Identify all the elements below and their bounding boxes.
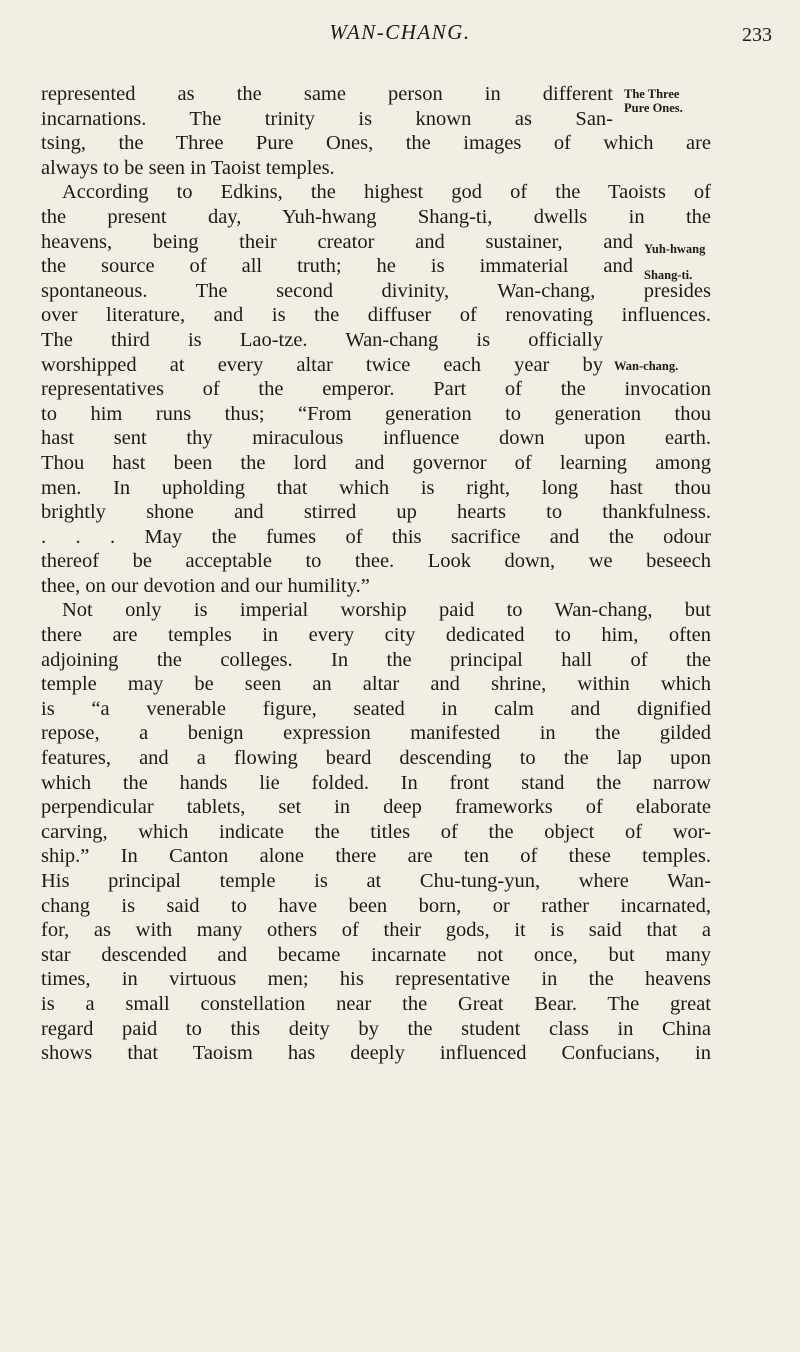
text-line: carving, which indicate the titles of the object of wor- [41, 820, 711, 843]
page-number: 233 [742, 24, 772, 46]
text-line: representatives of the emperor. Part of the invocation [41, 378, 711, 401]
text-line: Thou hast been the lord and governor of learning among [41, 451, 711, 474]
text-line: spontaneous. The second divinity, Wan-chang, presides [41, 279, 711, 302]
text-line: worshipped at every altar twice each year by [41, 353, 603, 376]
text-line: to him runs thus; “From generation to generation thou [41, 402, 711, 425]
text-line: is “a venerable figure, seated in calm and dignified [41, 697, 711, 720]
margin-note-line: Shang-ti. [644, 268, 693, 282]
text-line: times, in virtuous men; his representative in the heavens [41, 968, 711, 991]
text-line: shows that Taoism has deeply influenced Confucians, in [41, 1042, 711, 1065]
text-line: chang is said to have been born, or rather incarnated, [41, 894, 711, 917]
text-line: the present day, Yuh-hwang Shang-ti, dwells in the [41, 205, 711, 228]
body-text [41, 82, 711, 1066]
margin-note-wan-chang [614, 359, 678, 373]
text-line: . . . May the fumes of this sacrifice and the odour [41, 525, 711, 548]
text-line: there are temples in every city dedicated to him, often [41, 624, 711, 647]
text-line: brightly shone and stirred up hearts to thankfulness. [41, 501, 711, 524]
text-line: for, as with many others of their gods, it is said that a [41, 919, 711, 942]
margin-note-line: The Three [624, 87, 680, 101]
text-line: heavens, being their creator and sustainer, and [41, 230, 633, 253]
text-line: perpendicular tablets, set in deep frameworks of elaborate [41, 796, 711, 819]
margin-note-line: Yuh-hwang [644, 242, 706, 256]
margin-note-line: Wan-chang. [614, 359, 679, 373]
text-line: regard paid to this deity by the student class in China [41, 1017, 711, 1040]
text-line: tsing, the Three Pure Ones, the images of which are [41, 132, 711, 155]
margin-note-three-pure-ones [624, 87, 683, 115]
text-line: men. In upholding that which is right, long hast thou [41, 476, 711, 499]
text-line: According to Edkins, the highest god of the Taoists of [62, 181, 711, 204]
text-line: thee, on our devotion and our humility.” [41, 574, 370, 597]
text-line: repose, a benign expression manifested in the gilded [41, 722, 711, 745]
text-line: His principal temple is at Chu-tung-yun, where Wan- [41, 870, 711, 892]
text-line: is a small constellation near the Great Bear. The great [41, 992, 711, 1015]
page-header [0, 12, 800, 52]
text-line: thereof be acceptable to thee. Look down, we beseech [41, 550, 711, 573]
text-line: features, and a flowing beard descending to the lap upon [41, 747, 711, 770]
text-line: the source of all truth; he is immaterial and [41, 255, 633, 278]
text-line: represented as the same person in different [41, 83, 613, 105]
text-line: temple may be seen an altar and shrine, within which [41, 673, 711, 696]
text-line: ship.” In Canton alone there are ten of these temples. [41, 845, 711, 868]
text-line: over literature, and is the diffuser of renovating influences. [41, 304, 711, 327]
running-head: WAN-CHANG. [329, 20, 471, 44]
text-line: which the hands lie folded. In front stand the narrow [41, 771, 711, 794]
margin-note-yuh-hwang [644, 236, 705, 288]
text-line: adjoining the colleges. In the principal hall of the [41, 648, 711, 671]
text-line: incarnations. The trinity is known as San- [41, 107, 613, 130]
text-line: star descended and became incarnate not once, but many [41, 943, 711, 966]
text-line: The third is Lao-tze. Wan-chang is officially [41, 328, 603, 351]
text-line: hast sent thy miraculous influence down upon earth. [41, 427, 711, 450]
text-line: Not only is imperial worship paid to Wan-chang, but [62, 599, 711, 622]
margin-note-line: Pure Ones. [624, 101, 683, 115]
text-line: always to be seen in Taoist temples. [41, 156, 335, 179]
